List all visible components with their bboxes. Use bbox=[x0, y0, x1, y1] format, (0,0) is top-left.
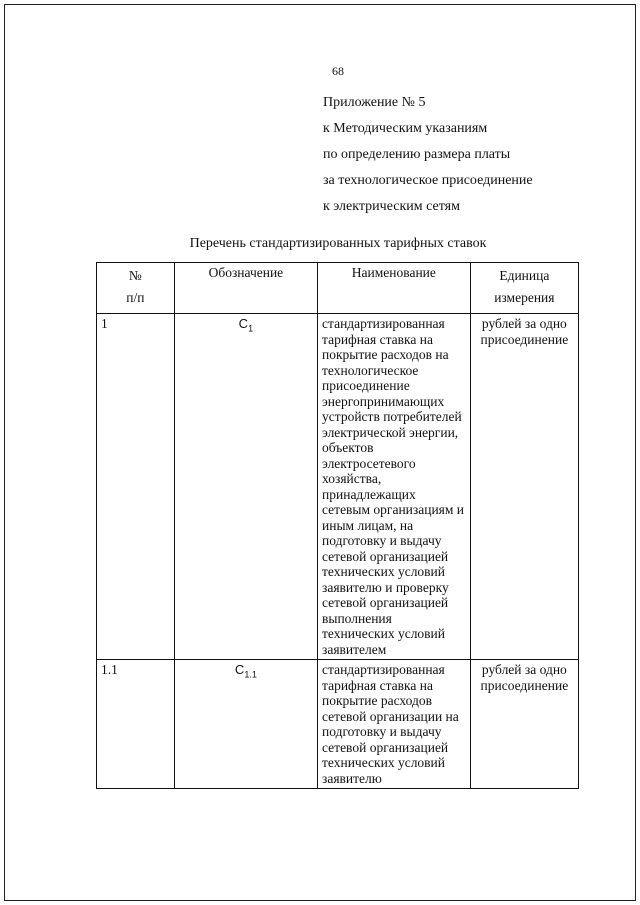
appendix-line: Приложение № 5 bbox=[323, 95, 426, 110]
row-symbol bbox=[174, 660, 317, 789]
symbol-letter: C bbox=[238, 316, 249, 331]
appendix-line: за технологическое присоединение bbox=[323, 173, 533, 188]
row-name: стандартизированная тарифная ставка на покрытие расходов сетевой организации на подготовку и выдачу сетевой организацией технических условий заявителю bbox=[318, 660, 471, 789]
row-name: стандартизированная тарифная ставка на покрытие расходов на технологическое присоединение энергопринимающих устройств потребителей электрической энергии, объектов электросетевого хозяйства, принадлежащих сетевым организациям и иным лицам, на подготовку и выдачу сетевой организацией технических условий заявителю и проверку сетевой организацией выполнения технических условий заявителем bbox=[318, 314, 471, 660]
row-unit: рублей за одно присоединение bbox=[470, 660, 578, 789]
symbol-letter: C bbox=[234, 662, 245, 677]
header-name: Наименование bbox=[318, 263, 471, 314]
table-row bbox=[97, 314, 579, 660]
symbol-subscript: 1 bbox=[248, 323, 254, 334]
tariff-rates-table bbox=[96, 262, 579, 789]
header-unit-line1: Единица bbox=[499, 268, 550, 283]
header-unit bbox=[470, 263, 578, 314]
row-unit: рублей за одно присоединение bbox=[470, 314, 578, 660]
header-number bbox=[97, 263, 175, 314]
header-number-line2: п/п bbox=[126, 290, 145, 305]
header-symbol: Обозначение bbox=[174, 263, 317, 314]
page-number: 68 bbox=[332, 64, 344, 78]
appendix-line: к электрическим сетям bbox=[323, 199, 460, 214]
table-title: Перечень стандартизированных тарифных ставок bbox=[189, 236, 487, 251]
table-row bbox=[97, 660, 579, 789]
appendix-line: по определению размера платы bbox=[323, 147, 511, 162]
appendix-header bbox=[323, 90, 533, 220]
row-number: 1.1 bbox=[97, 660, 175, 789]
appendix-line: к Методическим указаниям bbox=[323, 121, 488, 136]
symbol-subscript: 1.1 bbox=[244, 669, 257, 680]
row-number: 1 bbox=[97, 314, 175, 660]
header-unit-line2: измерения bbox=[494, 290, 555, 305]
row-symbol bbox=[174, 314, 317, 660]
header-number-line1: № bbox=[128, 268, 142, 283]
table-header-row bbox=[97, 263, 579, 314]
